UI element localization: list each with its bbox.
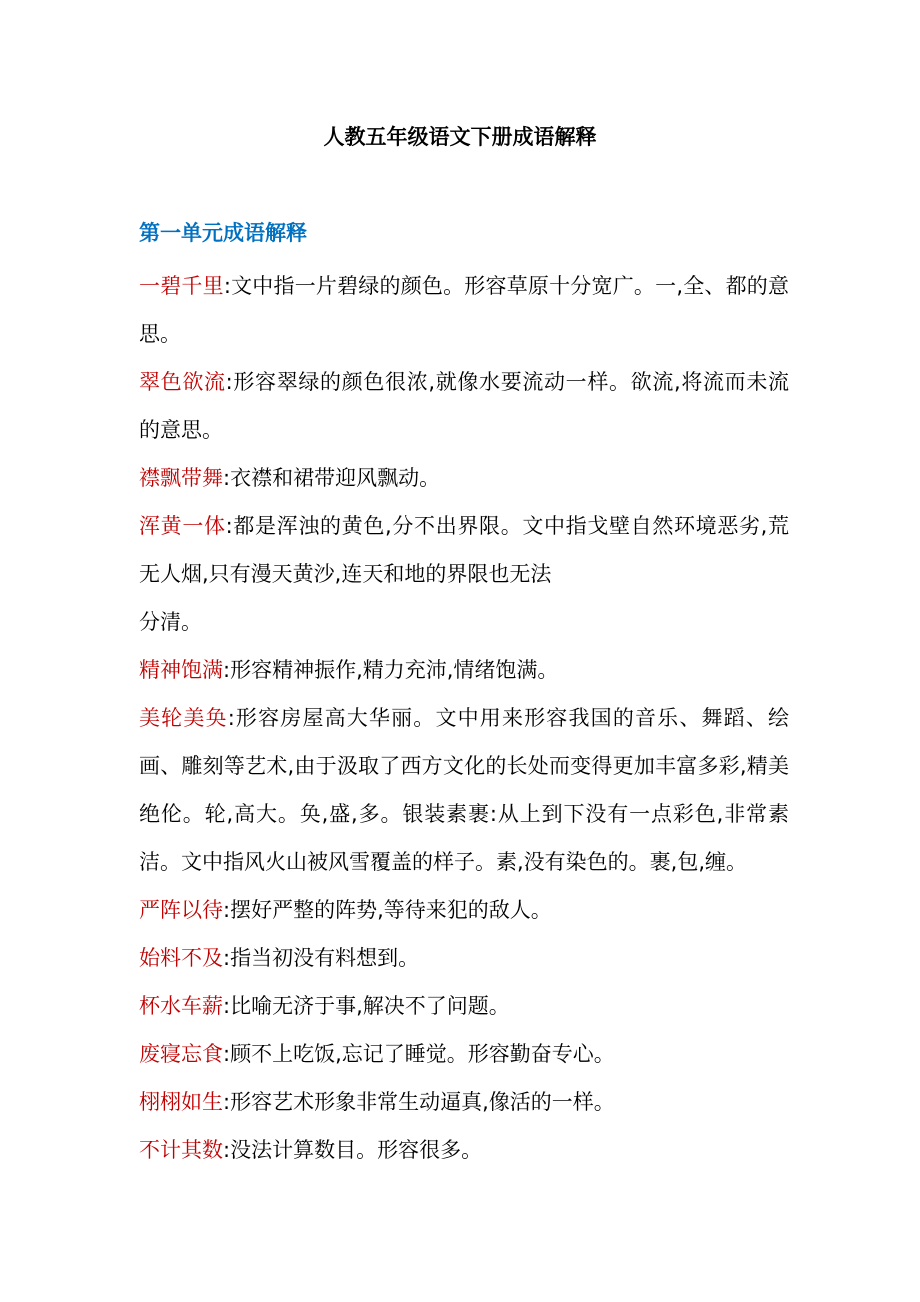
idiom-definition: 没法计算数目。形容很多。 — [230, 1138, 483, 1162]
term-separator: : — [223, 898, 231, 922]
idiom-definition: 摆好严整的阵势,等待来犯的敌人。 — [230, 898, 552, 922]
idiom-term: 废寝忘食 — [139, 1042, 223, 1066]
section-title: 第一单元成语解释 — [139, 221, 307, 245]
idiom-definition: 都是浑浊的黄色,分不出界限。文中指戈壁自然环境恶劣,荒无人烟,只有漫天黄沙,连天和地的界限也无法 — [139, 514, 789, 586]
idiom-entry — [139, 1126, 789, 1174]
idiom-entry — [139, 1078, 789, 1126]
idiom-term: 翠色欲流 — [139, 370, 226, 394]
term-separator: : — [223, 994, 231, 1018]
idiom-term: 襟飘带舞 — [139, 466, 223, 490]
term-separator: : — [223, 274, 231, 298]
idiom-entry — [139, 934, 789, 982]
idiom-entry — [139, 262, 789, 358]
idiom-entry — [139, 358, 789, 454]
idiom-term: 杯水车薪 — [139, 994, 223, 1018]
idiom-entry — [139, 1030, 789, 1078]
idiom-entry — [139, 982, 789, 1030]
idiom-definition: 衣襟和裙带迎风飘动。 — [230, 466, 441, 490]
idiom-term: 栩栩如生 — [139, 1090, 223, 1114]
idiom-term: 浑黄一体 — [139, 514, 226, 538]
idiom-definition-continuation: 分清。 — [139, 610, 202, 634]
idiom-term: 精神饱满 — [139, 658, 223, 682]
idiom-definition: 指当初没有料想到。 — [230, 946, 420, 970]
idiom-definition: 形容艺术形象非常生动逼真,像活的一样。 — [230, 1090, 615, 1114]
term-separator: : — [227, 706, 235, 730]
document-title: 人教五年级语文下册成语解释 — [323, 125, 597, 149]
idiom-definition: 形容精神振作,精力充沛,情绪饱满。 — [230, 658, 559, 682]
idiom-entry — [139, 694, 789, 886]
term-separator: : — [223, 1138, 231, 1162]
idiom-term: 一碧千里 — [139, 274, 224, 298]
idiom-definition: 文中指一片碧绿的颜色。形容草原十分宽广。一,全、都的意思。 — [139, 274, 789, 346]
term-separator: : — [223, 466, 231, 490]
idiom-term: 始料不及 — [139, 946, 223, 970]
idiom-entry — [139, 454, 789, 502]
term-separator: : — [223, 658, 231, 682]
term-separator: : — [225, 370, 233, 394]
term-separator: : — [225, 514, 233, 538]
idiom-entry — [139, 502, 789, 646]
term-separator: : — [223, 946, 231, 970]
idiom-term: 美轮美奂 — [139, 706, 228, 730]
term-separator: : — [223, 1042, 231, 1066]
idiom-term: 不计其数 — [139, 1138, 223, 1162]
idiom-list — [139, 262, 789, 1174]
idiom-definition: 形容房屋高大华丽。文中用来形容我国的音乐、舞蹈、绘画、雕刻等艺术,由于汲取了西方文化的长处而变得更加丰富多彩,精美绝伦。轮,高大。奂,盛,多。银装素裹:从上到下没有一点彩色,非常素洁。文中指风火山被风雪覆盖的样子。素,没有染色的。裹,包,缠。 — [139, 706, 790, 874]
idiom-definition: 形容翠绿的颜色很浓,就像水要流动一样。欲流,将流而未流的意思。 — [139, 370, 789, 442]
idiom-entry — [139, 886, 789, 934]
idiom-definition: 顾不上吃饭,忘记了睡觉。形容勤奋专心。 — [230, 1042, 615, 1066]
idiom-definition: 比喻无济于事,解决不了问题。 — [230, 994, 510, 1018]
idiom-term: 严阵以待 — [139, 898, 223, 922]
term-separator: : — [223, 1090, 231, 1114]
idiom-entry — [139, 646, 789, 694]
